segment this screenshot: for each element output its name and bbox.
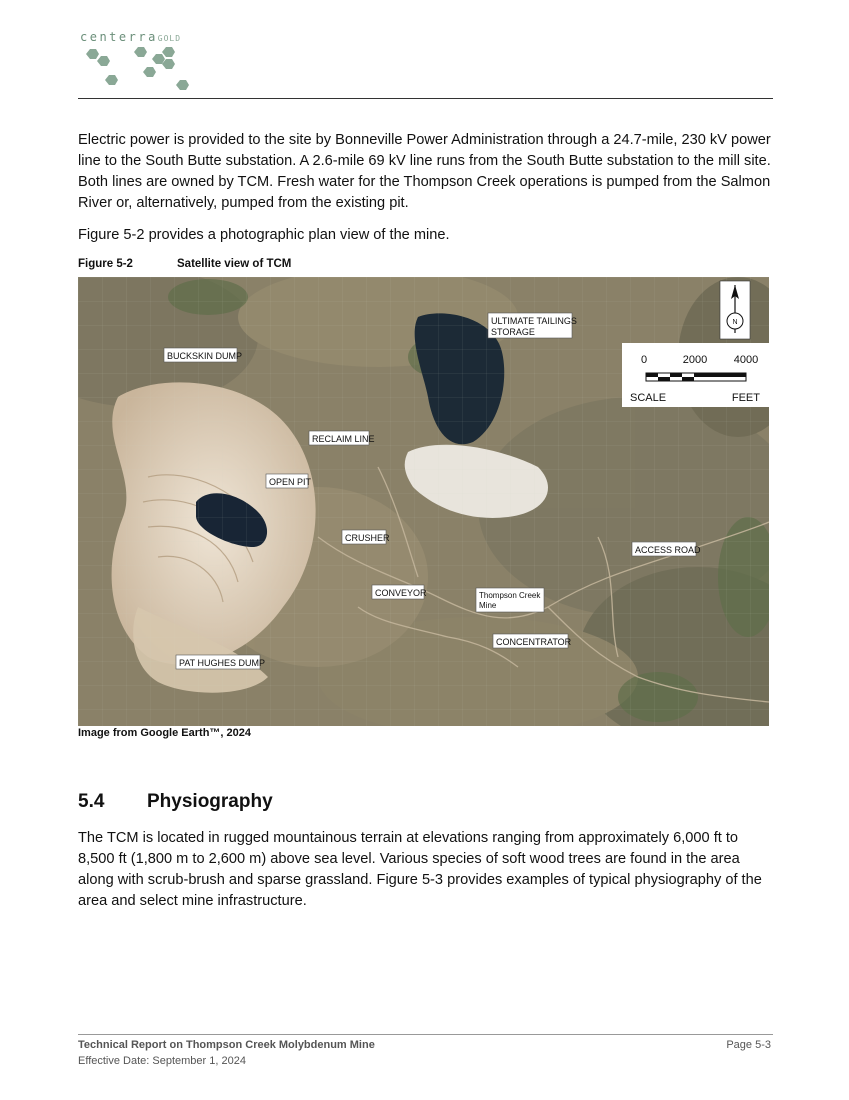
footer-page-number: Page 5-3 xyxy=(726,1039,771,1051)
footer-report-title: Technical Report on Thompson Creek Molybdenum Mine xyxy=(78,1039,375,1051)
header-divider xyxy=(78,98,773,99)
figure-caption xyxy=(78,258,291,270)
paragraph-physiography: The TCM is located in rugged mountainous terrain at elevations ranging from approximately 6,000 ft to 8,500 ft (1,800 m to 2,600 m) above sea level. Various species of soft wood trees are found in the area along with scrub-brush and sparse grassland. Figure 5-3 provides examples of typical physiography of the area and select mine infrastructure. xyxy=(78,830,762,909)
map-label-conveyor xyxy=(372,585,427,599)
figure-number: Figure 5-2 xyxy=(78,258,133,270)
svg-text:OPEN PIT: OPEN PIT xyxy=(269,477,312,487)
north-arrow-icon xyxy=(720,281,750,339)
section-title: Physiography xyxy=(147,791,273,812)
svg-text:CONVEYOR: CONVEYOR xyxy=(375,588,427,598)
scale-tick-0: 0 xyxy=(640,354,648,366)
section-heading xyxy=(78,791,273,813)
svg-text:BUCKSKIN DUMP: BUCKSKIN DUMP xyxy=(167,351,243,361)
figure-source-note: Image from Google Earth™, 2024 xyxy=(78,727,251,739)
north-arrow-text: N xyxy=(732,319,738,326)
svg-text:STORAGE: STORAGE xyxy=(491,327,535,337)
scale-label: SCALE xyxy=(630,392,667,404)
logo-wordmark: centerraGOLD xyxy=(80,30,182,44)
svg-text:CONCENTRATOR: CONCENTRATOR xyxy=(496,637,572,647)
scale-bar xyxy=(622,343,769,407)
hexagon-logo-icon xyxy=(80,44,200,94)
paragraph-figure-reference: Figure 5-2 provides a photographic plan view of the mine. xyxy=(78,227,450,243)
map-label-concentrator xyxy=(493,634,572,648)
footer-divider xyxy=(78,1034,773,1035)
map-label-pat-hughes-dump xyxy=(176,655,265,669)
svg-text:Thompson Creek: Thompson Creek xyxy=(479,591,541,600)
figure-title: Satellite view of TCM xyxy=(177,258,292,270)
satellite-map-image xyxy=(78,277,769,726)
company-logo xyxy=(80,30,210,94)
map-label-buckskin-dump xyxy=(164,348,242,362)
map-label-reclaim-line xyxy=(309,431,375,445)
map-label-tailings xyxy=(488,313,577,338)
map-label-thompson-creek-mine xyxy=(476,588,544,612)
svg-text:ULTIMATE TAILINGS: ULTIMATE TAILINGS xyxy=(491,316,577,326)
scale-unit-label: FEET xyxy=(731,392,760,404)
svg-text:CRUSHER: CRUSHER xyxy=(345,533,390,543)
map-label-crusher xyxy=(342,530,390,544)
section-number: 5.4 xyxy=(78,791,105,812)
svg-text:ACCESS ROAD: ACCESS ROAD xyxy=(635,545,701,555)
footer-effective-date: Effective Date: September 1, 2024 xyxy=(78,1055,246,1067)
map-label-open-pit xyxy=(266,474,312,488)
svg-text:RECLAIM LINE: RECLAIM LINE xyxy=(312,434,375,444)
scale-tick-4000: 4000 xyxy=(733,354,759,366)
map-label-access-road xyxy=(632,542,701,556)
svg-text:Mine: Mine xyxy=(479,601,497,610)
svg-text:PAT HUGHES DUMP: PAT HUGHES DUMP xyxy=(179,658,266,668)
paragraph-power-supply: Electric power is provided to the site by Bonneville Power Administration through a 24.7-mile, 230 kV power line to the South Butte substation. A 2.6-mile 69 kV line runs from the South Butte substation to the mill site. Both lines are owned by TCM. Fresh water for the Thompson Creek operations is pumped from the Salmon River or, alternatively, pumped from the existing pit. xyxy=(78,132,771,211)
scale-tick-2000: 2000 xyxy=(682,354,708,366)
